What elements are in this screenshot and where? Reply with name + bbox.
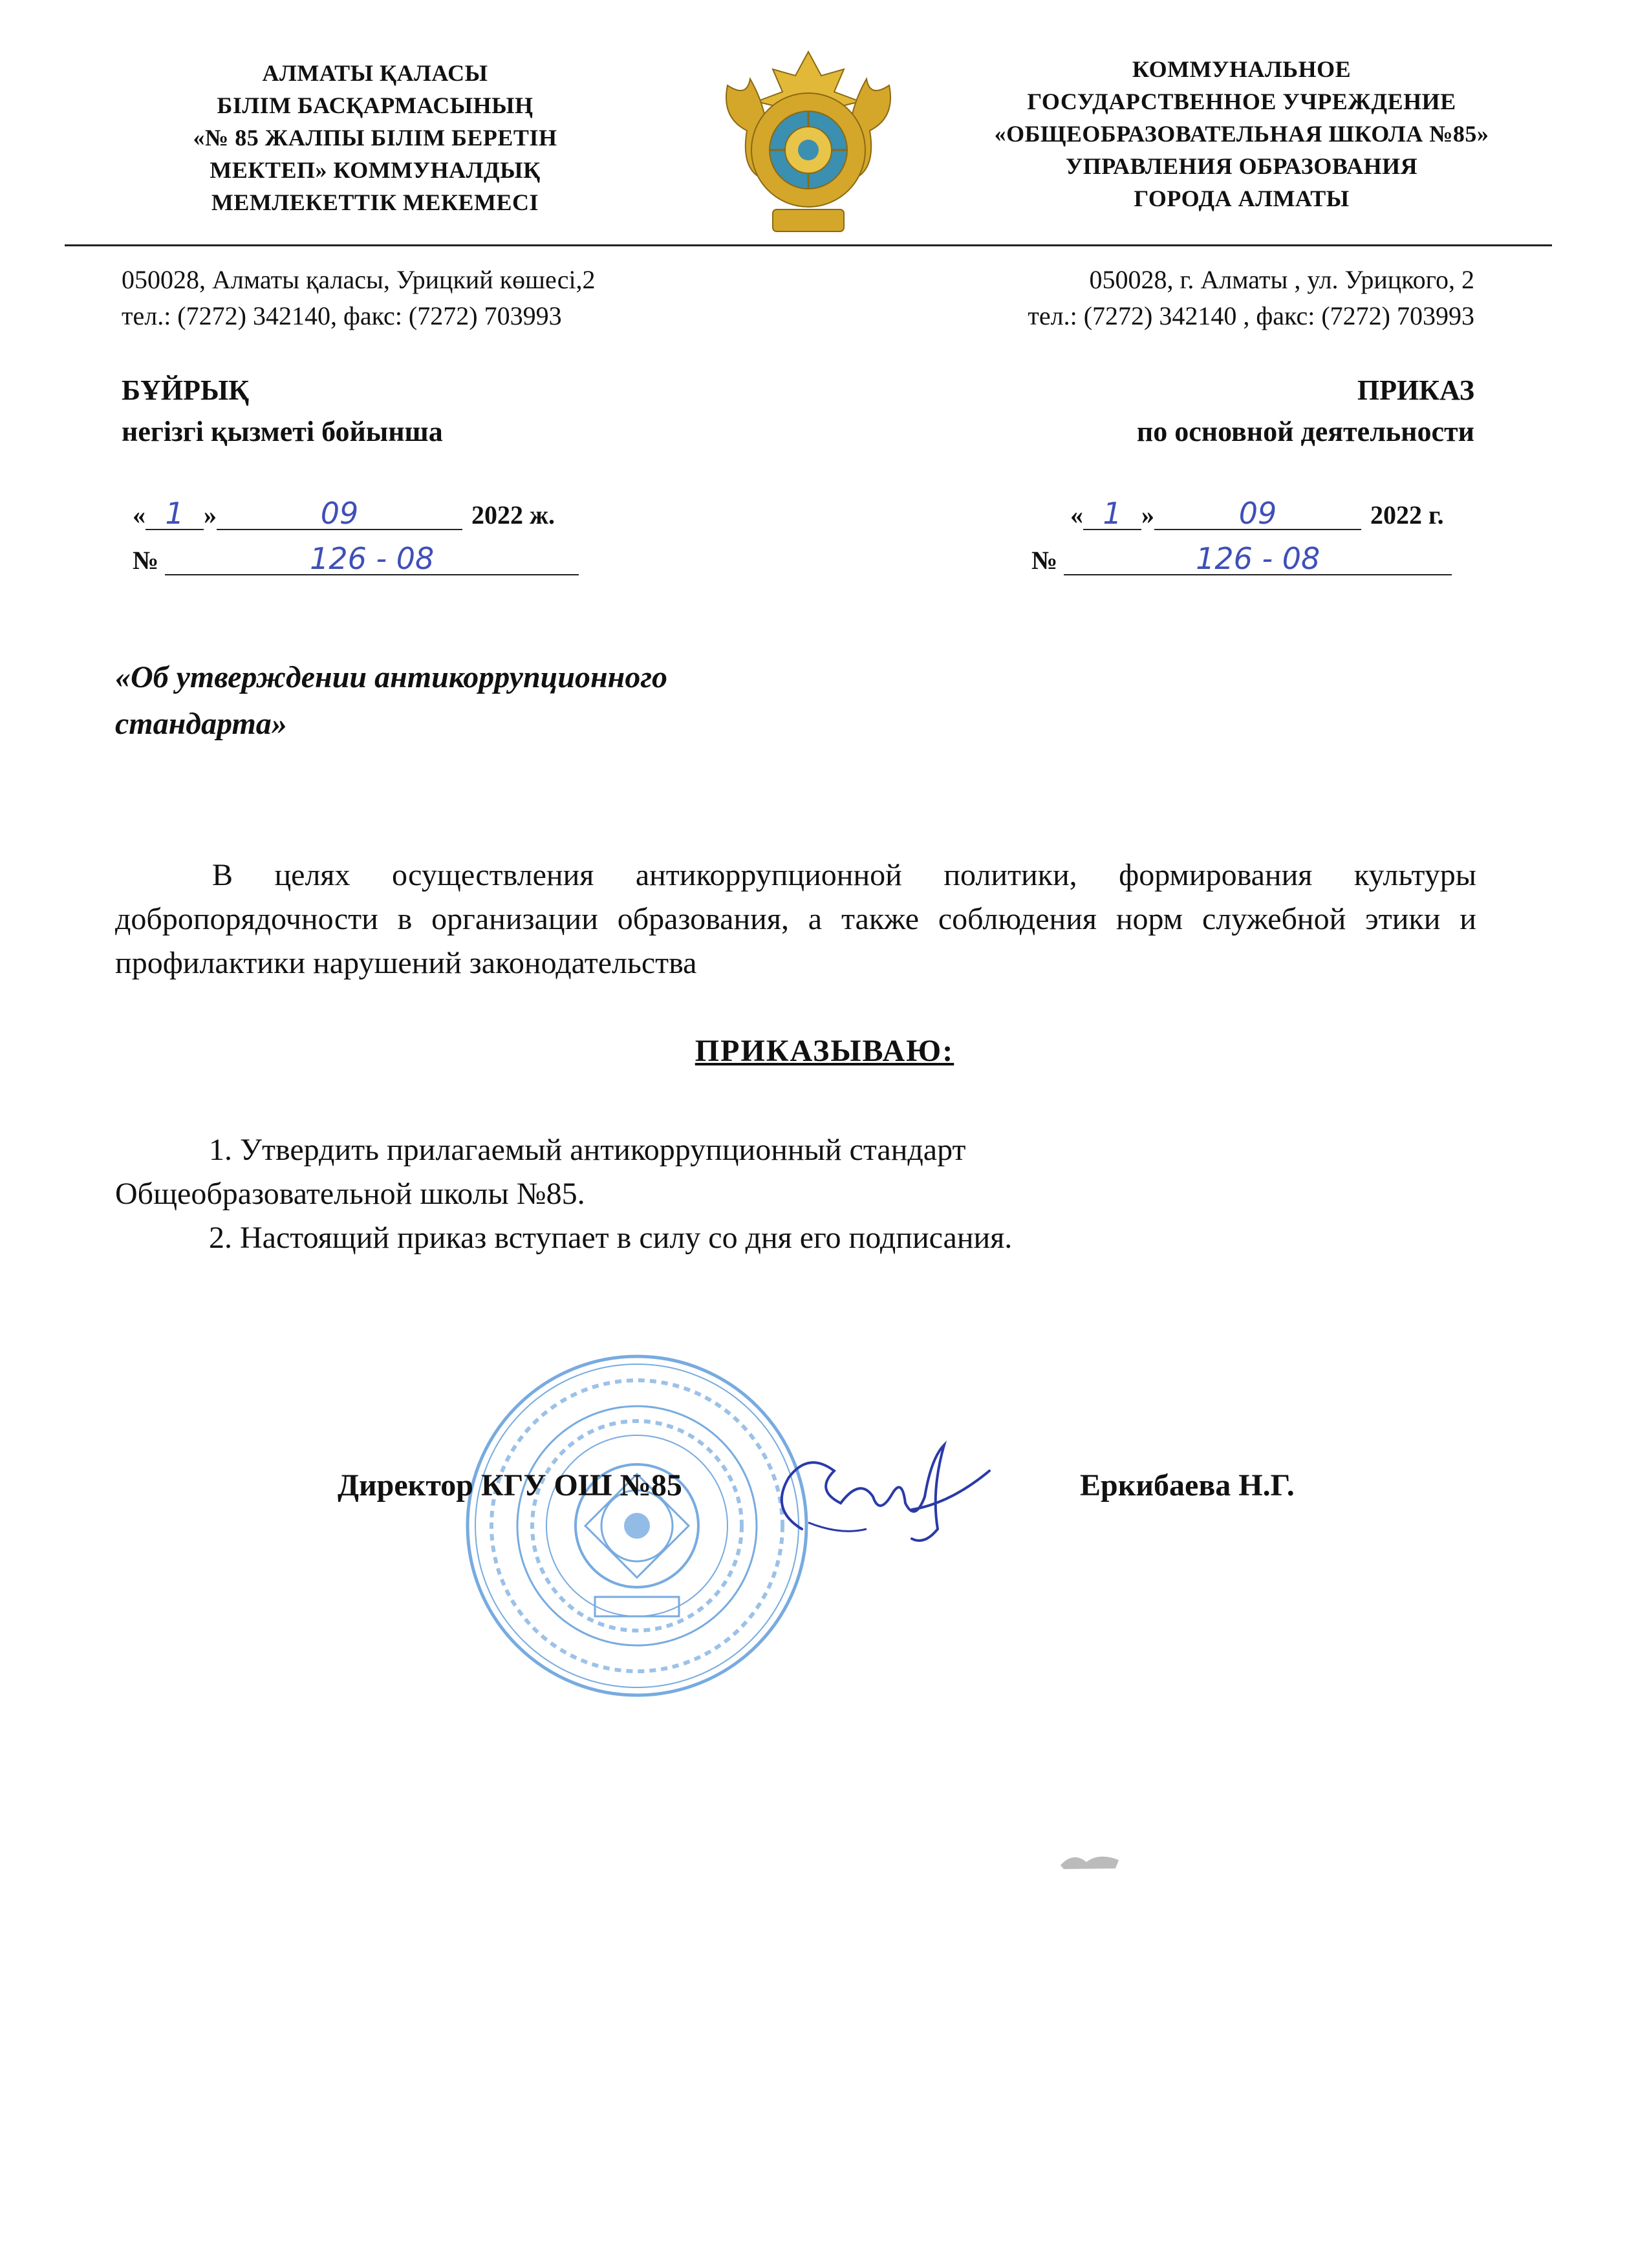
order-title: ПРИКАЗ xyxy=(1357,374,1474,406)
header-russian-line: «ОБЩЕОБРАЗОВАТЕЛЬНАЯ ШКОЛА №85» xyxy=(994,121,1489,147)
header-russian-line: УПРАВЛЕНИЯ ОБРАЗОВАНИЯ xyxy=(1065,153,1418,179)
handwritten-signature-icon xyxy=(763,1432,996,1561)
list-item-continuation: Общеобразовательной школы №85. xyxy=(115,1177,585,1211)
day-field: 1 xyxy=(146,498,204,530)
order-items xyxy=(115,1128,1473,1260)
number-line-right xyxy=(1031,543,1452,575)
address-line: 050028, г. Алматы , ул. Урицкого, 2 xyxy=(1089,265,1474,294)
decree-text: ПРИКАЗЫВАЮ: xyxy=(695,1034,954,1068)
header-kazakh-line: БІЛІМ БАСҚАРМАСЫНЫҢ xyxy=(217,92,534,118)
year-label: 2022 ж. xyxy=(471,500,555,530)
header-divider xyxy=(65,244,1552,246)
address-line: 050028, Алматы қаласы, Урицкий көшесі,2 xyxy=(122,265,596,294)
close-quote: » xyxy=(1141,500,1154,530)
subject-line: стандарта» xyxy=(115,707,287,741)
header-kazakh-line: МЕМЛЕКЕТТІК МЕКЕМЕСІ xyxy=(211,189,539,215)
header-russian-line: ГОСУДАРСТВЕННОЕ УЧРЕЖДЕНИЕ xyxy=(1027,89,1456,114)
day-field: 1 xyxy=(1083,498,1141,530)
date-line-right xyxy=(1070,498,1444,530)
order-subject xyxy=(115,654,923,747)
scan-speck-icon xyxy=(1054,1846,1125,1872)
close-quote: » xyxy=(204,500,217,530)
number-sign: № xyxy=(1031,546,1058,575)
order-subtitle: негізгі қызметі бойынша xyxy=(122,416,443,447)
header-russian xyxy=(925,53,1558,215)
order-subtitle: по основной деятельности xyxy=(1136,416,1474,447)
number-sign: № xyxy=(133,546,159,575)
list-item: 2. Настоящий приказ вступает в силу со дня его подписания. xyxy=(209,1221,1013,1255)
phone-line: тел.: (7272) 342140, факс: (7272) 703993 xyxy=(122,301,562,330)
order-title-russian xyxy=(1137,370,1474,453)
date-line-left xyxy=(133,498,555,530)
state-emblem-icon xyxy=(702,40,915,247)
header-russian-line: ГОРОДА АЛМАТЫ xyxy=(1134,186,1350,211)
month-field: 09 xyxy=(1154,498,1361,530)
order-number-field: 126 - 08 xyxy=(1064,543,1452,575)
open-quote: « xyxy=(1070,500,1083,530)
list-item: 1. Утвердить прилагаемый антикоррупционный стандарт xyxy=(209,1133,966,1167)
number-line-left xyxy=(133,543,579,575)
header-russian-line: КОММУНАЛЬНОЕ xyxy=(1132,56,1352,82)
preamble-paragraph: В целях осуществления антикоррупционной политики, формирования культуры добропорядочности в организации образования, а также соблюдения норм служебной этики и профилактики нарушений законодательства xyxy=(115,858,1476,980)
decree-heading xyxy=(0,1033,1649,1069)
subject-line: «Об утверждении антикоррупционного xyxy=(115,660,668,694)
signatory-title: Директор КГУ ОШ №85 xyxy=(338,1468,682,1503)
header-kazakh xyxy=(97,57,653,219)
order-title: БҰЙРЫҚ xyxy=(122,374,250,406)
header-kazakh-line: «№ 85 ЖАЛПЫ БІЛІМ БЕРЕТІН xyxy=(193,125,557,151)
year-label: 2022 г. xyxy=(1370,500,1444,530)
address-kazakh xyxy=(122,262,596,334)
header-kazakh-line: МЕКТЕП» КОММУНАЛДЫҚ xyxy=(210,157,541,183)
month-field: 09 xyxy=(217,498,462,530)
phone-line: тел.: (7272) 342140 , факс: (7272) 703993 xyxy=(1028,301,1474,330)
signatory-name: Еркибаева Н.Г. xyxy=(1080,1468,1295,1503)
header-kazakh-line: АЛМАТЫ ҚАЛАСЫ xyxy=(262,60,488,86)
open-quote: « xyxy=(133,500,146,530)
order-number-field: 126 - 08 xyxy=(165,543,579,575)
address-russian xyxy=(1028,262,1474,334)
order-title-kazakh xyxy=(122,370,443,453)
